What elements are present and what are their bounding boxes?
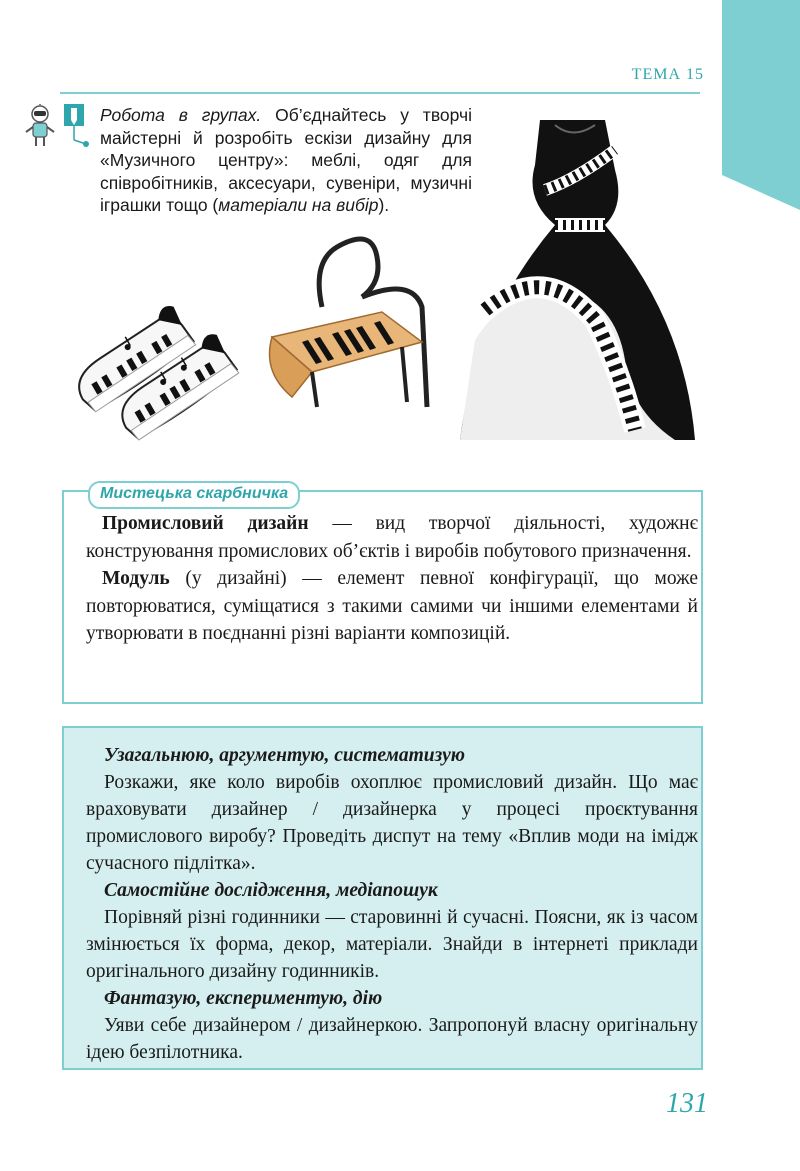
definition-module [86, 565, 698, 648]
theme-title: ТЕМА 15 [631, 66, 704, 83]
piano-dress-image [455, 110, 700, 445]
piano-chair-image [262, 222, 442, 417]
group-work-icons [22, 104, 92, 154]
corner-tab-decoration [722, 0, 800, 210]
summary-heading-research: Самостійне дослідження, медіапошук [104, 880, 438, 901]
summary-text-generalize: Розкажи, яке коло виробів охоплює промисловий дизайн. Що має враховувати дизайнер / дизайнерка у процесі проєктування промислового виробу? Проведіть диспут на тему «Вплив моди на імідж сучасного підлітка». [86, 772, 698, 874]
definition-text: — вид творчої діяльності, художнє конструювання промислових об’єктів і виробів побутового призначення. [86, 513, 698, 562]
piano-sneakers-image [78, 275, 258, 445]
art-treasury-text [86, 510, 698, 648]
robot-icon [26, 104, 54, 146]
summary-heading-generalize: Узагальнюю, аргументую, систематизую [104, 745, 465, 766]
task-note: матеріали на вибір [218, 195, 379, 215]
definition-text: (у дизайні) — елемент певної конфігурації, що може повторюватися, суміщатися з такими самими чи іншими елементами й утворювати в поєднанні різні варіанти композицій. [86, 568, 698, 644]
summary-text [86, 742, 698, 1066]
pencil-icon [64, 104, 89, 147]
task-body-end: ). [378, 195, 390, 215]
term-industrial-design: Промисловий дизайн [102, 513, 309, 534]
group-task-text [100, 104, 472, 217]
summary-text-research: Порівняй різні годинники — старовинні й сучасні. Поясни, як із часом змінюється їх форма, декор, матеріали. Знайди в інтернеті приклади оригінального дизайну годинників. [86, 907, 698, 982]
art-treasury-label: Мистецька скарбничка [88, 481, 300, 509]
summary-heading-fantasize: Фантазую, експериментую, дію [104, 988, 383, 1009]
task-body: Об’єднайтесь у творчі майстерні й розробіть ескізи дизайну для «Музичного центру»: меблі, одяг для співробітників, аксесуари, сувеніри, музичні іграшки тощо ( [100, 105, 473, 215]
header-divider [60, 92, 700, 94]
definition-industrial-design [86, 510, 698, 565]
task-heading: Робота в групах. [100, 105, 262, 125]
summary-text-fantasize: Уяви себе дизайнером / дизайнеркою. Запропонуй власну оригінальну ідею безпілотника. [86, 1015, 698, 1063]
page-number: 131 [666, 1088, 708, 1119]
term-module: Модуль [102, 568, 170, 589]
